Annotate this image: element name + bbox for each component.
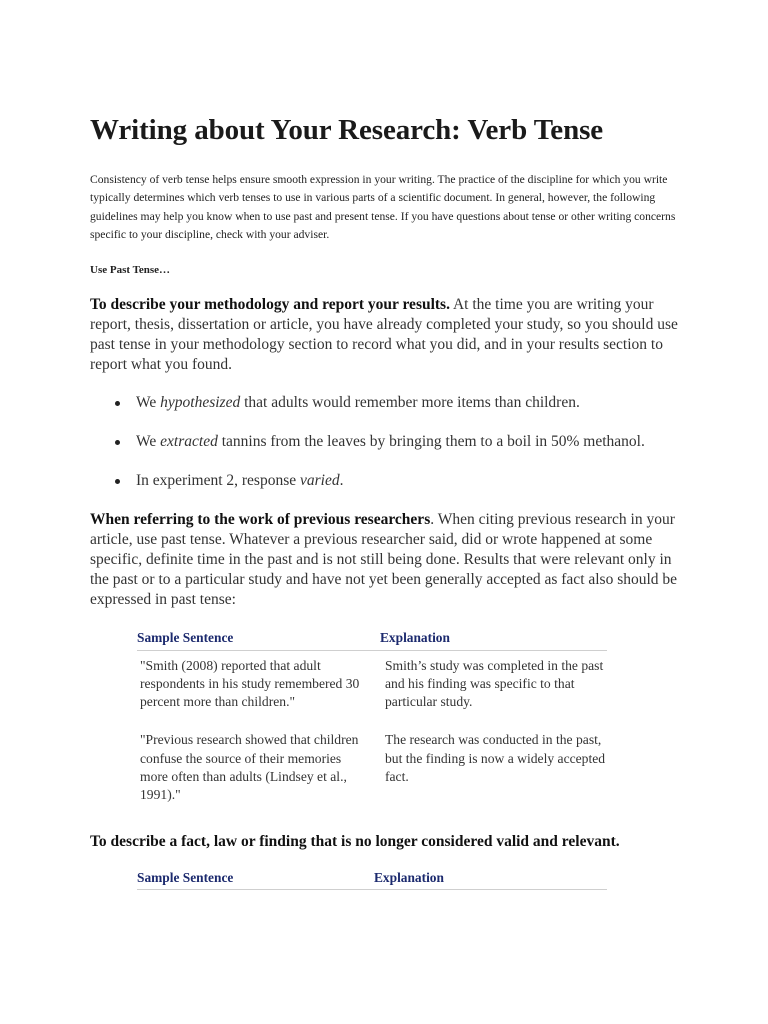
list-item — [136, 432, 682, 452]
section-subheading: Use Past Tense… — [90, 263, 171, 276]
page-title: Writing about Your Research: Verb Tense — [90, 114, 604, 146]
explanation-cell: Smith’s study was completed in the past and his finding was specific to that particular study. — [385, 657, 604, 710]
sample-cell: "Previous research showed that children confuse the source of their memories more often than adults (Lindsey et al., 1991)." — [140, 732, 359, 803]
column-header-sample: Sample Sentence — [137, 870, 372, 890]
table-header-row — [137, 629, 607, 651]
intro-paragraph: Consistency of verb tense helps ensure smooth expression in your writing. The practice of the discipline for which you write typically determines which verb tenses to use in various parts of a scientific document. In general, however, the following guidelines may help you know when to use past and present tense. If you have questions about tense or other writing concerns specific to your discipline, check with your adviser. — [90, 173, 676, 242]
table-row — [137, 650, 607, 725]
previous-research-lead: When referring to the work of previous researchers — [90, 510, 431, 528]
example-verb: varied — [300, 471, 340, 489]
previous-research-paragraph — [90, 510, 682, 610]
table-row — [137, 725, 607, 818]
previous-research-body: . When citing previous research in your article, use past tense. Whatever a previous researcher said, did or wrote happened at some specific, definite time in the past and is not still being done. Results that were relevant only in the past or to a particular study and have not yet been generally accepted as fact also should be expressed in past tense: — [90, 510, 678, 608]
example-verb: extracted — [160, 432, 218, 450]
column-header-explanation: Explanation — [378, 629, 607, 651]
methodology-body: At the time you are writing your report, thesis, dissertation or article, you have already completed your study, so you should use past tense in your methodology section to record what you did, and in your results section to report what you found. — [90, 295, 678, 373]
methodology-paragraph — [90, 295, 682, 375]
example-text: tannins from the leaves by bringing them to a boil in 50% methanol. — [217, 432, 645, 450]
example-verb: hypothesized — [160, 393, 241, 411]
example-list — [90, 393, 682, 491]
document-page — [90, 108, 682, 890]
column-header-explanation: Explanation — [372, 870, 607, 890]
table-header-row — [137, 870, 607, 890]
sample-table — [137, 629, 607, 819]
explanation-cell: The research was conducted in the past, but the finding is now a widely accepted fact. — [385, 732, 606, 784]
no-longer-valid-heading: To describe a fact, law or finding that is no longer considered valid and relevant. — [90, 833, 620, 851]
sample-table-2 — [137, 870, 607, 890]
example-text: that adults would remember more items than children. — [240, 393, 580, 411]
methodology-lead: To describe your methodology and report your results. — [90, 295, 450, 313]
example-text: . — [339, 471, 344, 489]
list-item — [136, 471, 682, 491]
example-text: We — [136, 432, 161, 450]
example-text: In experiment 2, response — [136, 471, 300, 489]
column-header-sample: Sample Sentence — [137, 629, 378, 651]
example-text: We — [136, 393, 161, 411]
list-item — [136, 393, 682, 413]
sample-cell: "Smith (2008) reported that adult respondents in his study remembered 30 percent more than children." — [140, 657, 360, 710]
